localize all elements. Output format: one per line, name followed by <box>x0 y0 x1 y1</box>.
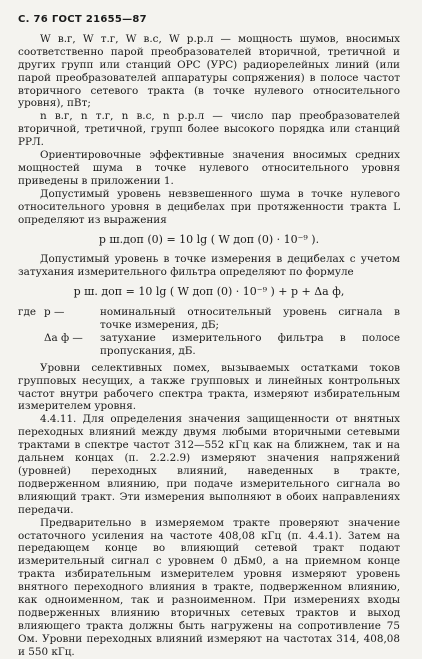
where-symbol-filter: Δa ф — <box>44 331 83 344</box>
pair-count-definition: n в.г, n т.г, n в.с, n р.р.л — число пар преобразователей вторичной, третичной, групп более высокого порядка или станций РРЛ. <box>18 110 400 149</box>
selective-interference-paragraph: Уровни селективных помех, вызываемых остатками токов групповых несущих, а также групповых и линейных контрольных частот внутри рабочего спектра тракта, измеряют избирательным измерителем уровня. <box>18 361 400 413</box>
noise-power-definition: W в.г, W т.г, W в.с, W р.р.л — мощность шумов, вносимых соответственно парой преобразователей вторичной, третичной и других групп или станций ОРС (УРС) радиорелейных линий (или парой преобразователей аппаратуры сопряжения) в полосе частот вторичного сетевого тракта (в точке нулевого относительного уровня), пВт; <box>18 32 400 110</box>
formula-permissible-noise-zero: p ш.доп (0) = 10 lg ( W доп (0) · 10⁻⁹ ). <box>98 232 320 246</box>
approximate-values-paragraph: Ориентировочные эффективные значения вносимых средних мощностей шума в точке нулевого относительного уровня приведены в приложении 1. <box>18 149 400 187</box>
permissible-level-paragraph: Допустимый уровень невзвешенного шума в точке нулевого относительного уровня в децибелах при протяженности тракта L определяют из выражения <box>18 187 400 226</box>
where-text-filter: затухание измерительного фильтра в полосе пропускания, дБ. <box>100 331 400 357</box>
where-symbol-p: p — <box>44 306 65 319</box>
measurement-point-paragraph: Допустимый уровень в точке измерения в децибелах с учетом затухания измерительного фильтра определяют по формуле <box>18 253 400 279</box>
where-label: где <box>18 306 36 319</box>
where-definitions <box>18 306 400 358</box>
section-4-4-11-paragraph: 4.4.11. Для определения значения защищенности от внятных переходных влияний между двумя любыми вторичными сетевыми трактами в спектре частот 312—552 кГц как на ближнем, так и на дальнем концах (п. 2.2.2.9) измеряют значения напряжений (уровней) переходных влияний, наведенных в тракте, подверженном влиянию, при подаче измерительного сигнала во влияющий тракт. Эти измерения выполняют в обоих направлениях передачи. <box>18 413 400 516</box>
preliminary-check-paragraph: Предварительно в измеряемом тракте проверяют значение остаточного усиления на частоте 408,08 кГц (п. 4.4.1). Затем на передающем конце во влияющий сетевой тракт подают измерительный сигнал с уровнем 0 дБм0, а на приемном конце тракта избирательным измерителем уровня измеряют уровень внятного переходного влияния в тракте, подверженном влиянию, как одноименном, так и разноименном. При измерениях входы подверженных влиянию вторичных сетевых трактов и выход влияющего тракта должны быть нагружены на сопротивление 75 Ом. Уровни переходных влияний измеряют на частотах 314, 408,08 и 550 кГц. <box>18 516 400 658</box>
page-header: С. 76 ГОСТ 21655—87 <box>18 14 147 25</box>
formula-permissible-noise-measurement: p ш. доп = 10 lg ( W доп (0) · 10⁻⁹ ) + p + Δa ф, <box>73 285 345 299</box>
where-text-p: номинальный относительный уровень сигнала в точке измерения, дБ; <box>100 306 400 332</box>
